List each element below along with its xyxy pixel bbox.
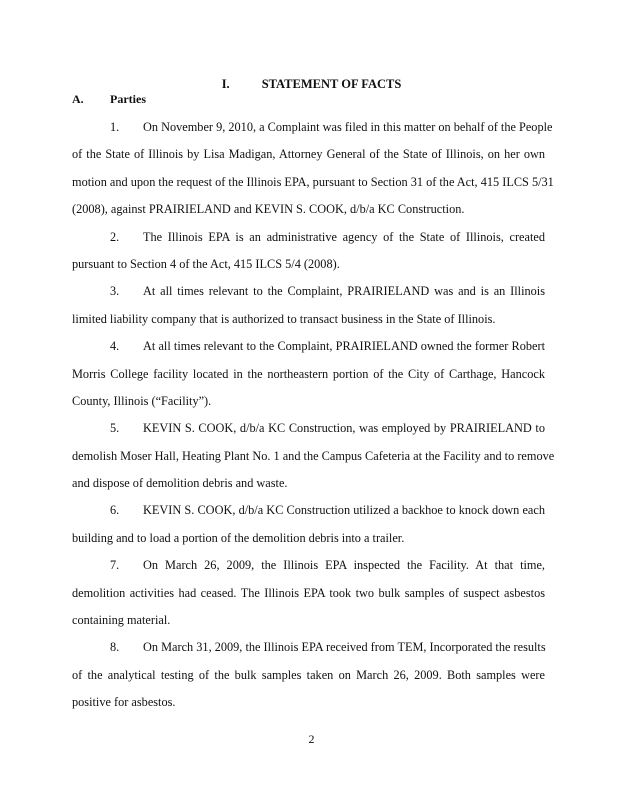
paragraph-number: 7.: [110, 558, 120, 573]
line-text: positive for asbestos.: [72, 695, 176, 710]
line-text: Morris College facility located in the northeastern portion of the City of Carthage, Hancock: [72, 366, 545, 381]
heading-title: STATEMENT OF FACTS: [261, 77, 402, 91]
paragraph-7: [72, 552, 545, 634]
line-text: and dispose of demolition debris and waste.: [72, 476, 288, 491]
paragraph-number: 3.: [110, 284, 120, 299]
paragraph-8: [72, 634, 545, 716]
line-text: On March 26, 2009, the Illinois EPA inspected the Facility. At that time,: [143, 558, 545, 573]
paragraph-line: [72, 662, 545, 689]
line-text: (2008), against PRAIRIELAND and KEVIN S. COOK, d/b/a KC Construction.: [72, 202, 465, 217]
line-text: of the analytical testing of the bulk samples taken on March 26, 2009. Both samples were: [72, 667, 545, 682]
paragraph-6: [72, 497, 545, 552]
paragraph-number: 4.: [110, 339, 120, 354]
line-text: KEVIN S. COOK, d/b/a KC Construction, was employed by PRAIRIELAND to: [143, 421, 545, 436]
paragraph-line: [72, 525, 545, 552]
paragraph-3: [72, 278, 545, 333]
line-text: demolition activities had ceased. The Illinois EPA took two bulk samples of suspect asbestos: [72, 585, 545, 600]
line-text: of the State of Illinois by Lisa Madigan, Attorney General of the State of Illinois, on her own: [72, 147, 545, 162]
line-text: On March 31, 2009, the Illinois EPA received from TEM, Incorporated the results: [143, 640, 546, 655]
section-heading: [0, 77, 623, 92]
subsection-title: Parties: [110, 92, 146, 106]
paragraph-line: [72, 196, 545, 223]
document-body: [72, 114, 555, 717]
paragraph-line: [72, 689, 545, 716]
page-number: 2: [308, 732, 315, 746]
paragraph-line: [72, 141, 545, 168]
paragraph-line: [72, 607, 545, 634]
paragraph-4: [72, 333, 545, 415]
line-text: demolish Moser Hall, Heating Plant No. 1 and the Campus Cafeteria at the Facility and to remove: [72, 448, 555, 463]
line-text: The Illinois EPA is an administrative agency of the State of Illinois, created: [143, 229, 545, 244]
line-text: On November 9, 2010, a Complaint was filed in this matter on behalf of the People: [143, 120, 553, 134]
heading-number: I.: [221, 77, 230, 91]
paragraph-line: [72, 169, 554, 196]
paragraph-number: 5.: [110, 421, 120, 436]
paragraph-line: [72, 415, 545, 442]
paragraph-line: [72, 224, 545, 251]
line-text: County, Illinois (“Facility”).: [72, 393, 212, 408]
paragraph-line: [72, 552, 545, 579]
subsection-letter: A.: [72, 92, 84, 106]
paragraph-line: [72, 443, 555, 470]
paragraph-number: 1.: [110, 120, 120, 134]
line-text: building and to load a portion of the demolition debris into a trailer.: [72, 530, 405, 545]
line-text: containing material.: [72, 613, 171, 628]
paragraph-number: 2.: [110, 229, 120, 244]
paragraph-line: [72, 361, 545, 388]
paragraph-line: [72, 388, 545, 415]
paragraph-2: [72, 224, 545, 279]
paragraph-line: [72, 114, 553, 141]
paragraph-number: 8.: [110, 640, 120, 655]
subsection-heading: [72, 92, 146, 107]
paragraph-1: [72, 114, 554, 224]
paragraph-line: [72, 251, 545, 278]
paragraph-number: 6.: [110, 503, 120, 518]
paragraph-line: [72, 278, 545, 305]
paragraph-line: [72, 580, 545, 607]
line-text: KEVIN S. COOK, d/b/a KC Construction utilized a backhoe to knock down each: [143, 503, 545, 518]
paragraph-line: [72, 470, 545, 497]
line-text: At all times relevant to the Complaint, PRAIRIELAND owned the former Robert: [143, 339, 545, 354]
paragraph-line: [72, 497, 545, 524]
line-text: motion and upon the request of the Illinois EPA, pursuant to Section 31 of the Act, 415 ILCS 5/31: [72, 174, 554, 189]
paragraph-line: [72, 333, 545, 360]
line-text: limited liability company that is authorized to transact business in the State of Illinois.: [72, 311, 496, 326]
paragraph-line: [72, 306, 545, 333]
paragraph-5: [72, 415, 555, 497]
line-text: pursuant to Section 4 of the Act, 415 ILCS 5/4 (2008).: [72, 256, 340, 271]
line-text: At all times relevant to the Complaint, PRAIRIELAND was and is an Illinois: [143, 284, 545, 299]
paragraph-line: [72, 634, 545, 661]
